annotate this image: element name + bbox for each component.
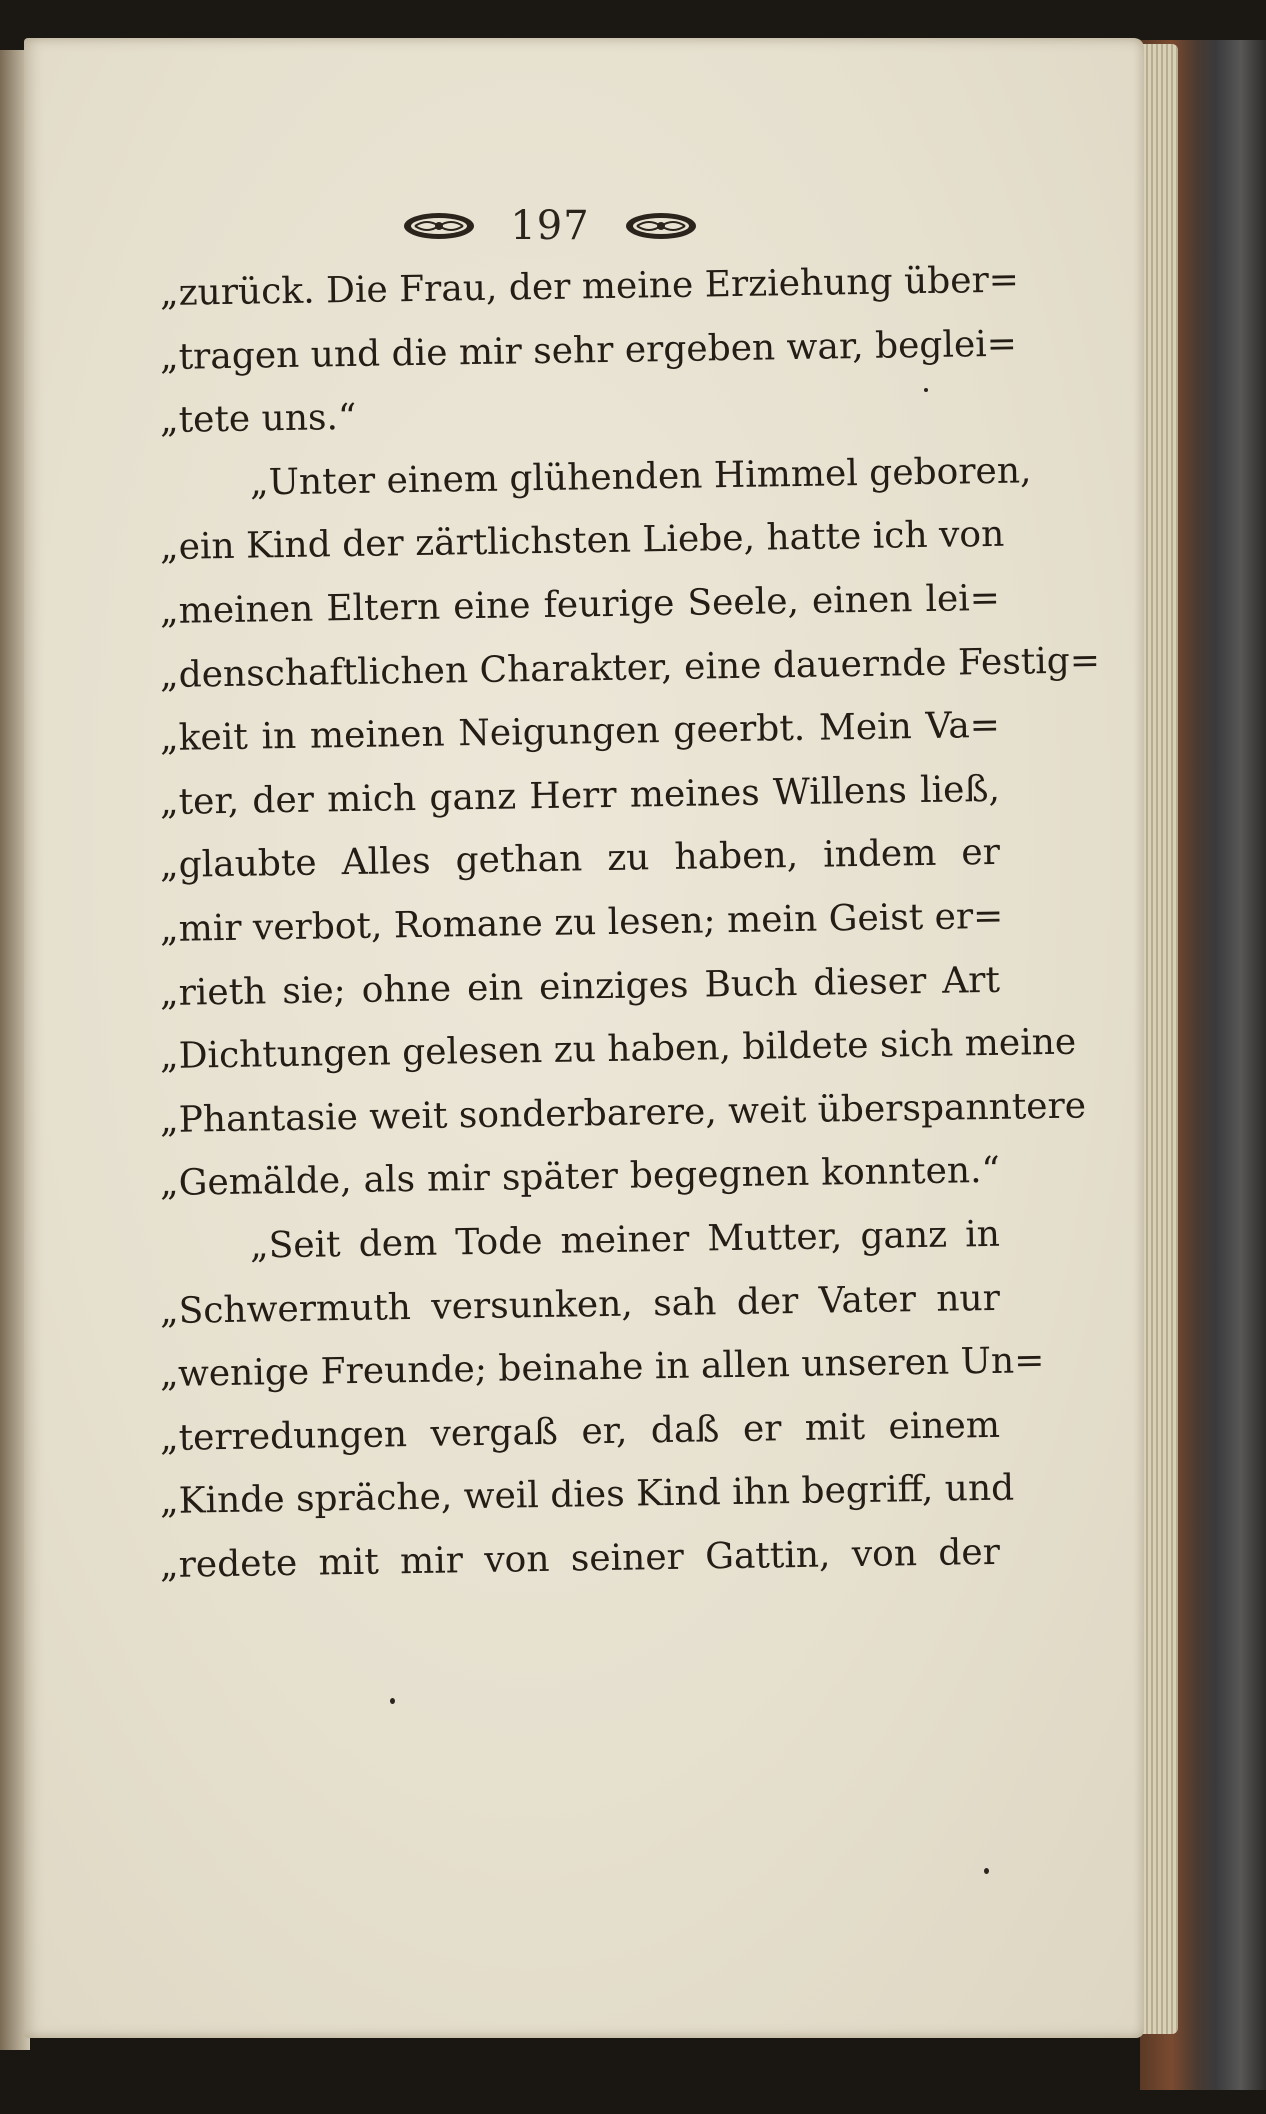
- text-line: „rieth sie; ohne ein einziges Buch dieser Art: [159, 959, 1001, 1014]
- text-line: „Unter einem glühenden Himmel geboren,: [249, 450, 1032, 504]
- text-line: „zurück. Die Frau, der meine Erziehung über=: [159, 259, 1020, 314]
- page-number: 197: [510, 203, 590, 249]
- text-line: „redete mit mir von seiner Gattin, von der: [159, 1531, 1001, 1586]
- body-text: [159, 259, 1101, 1597]
- text-line: „Kinde spräche, weil dies Kind ihn begriff, und: [159, 1467, 1015, 1523]
- text-line: „meinen Eltern eine feurige Seele, einen lei=: [159, 577, 1001, 632]
- background-shadow: [0, 2030, 1266, 2114]
- text-line: „ter, der mich ganz Herr meines Willens ließ,: [159, 768, 1001, 823]
- text-line: „Seit dem Tode meiner Mutter, ganz in: [249, 1213, 1001, 1267]
- floral-ornament-icon: [402, 208, 476, 244]
- floral-ornament-icon: [624, 208, 698, 244]
- text-line: „Dichtungen gelesen zu haben, bildete sich meine: [159, 1021, 1077, 1078]
- text-line: „mir verbot, Romane zu lesen; mein Geist er=: [159, 895, 1004, 950]
- text-line: „Gemälde, als mir später begegnen konnten.“: [159, 1150, 1001, 1205]
- text-line: „Phantasie weit sonderbarere, weit überspanntere: [159, 1085, 1087, 1141]
- text-line: „glaubte Alles gethan zu haben, indem er: [159, 832, 1001, 887]
- text-line: „wenige Freunde; beinahe in allen unseren Un=: [159, 1340, 1045, 1396]
- text-line: „ein Kind der zärtlichsten Liebe, hatte ich von: [159, 514, 1005, 569]
- text-line: „tragen und die mir sehr ergeben war, beglei=: [159, 323, 1018, 378]
- text-line: „keit in meinen Neigungen geerbt. Mein Va=: [159, 704, 1001, 760]
- text-line: „Schwermuth versunken, sah der Vater nur: [159, 1277, 1001, 1332]
- text-line: „denschaftlichen Charakter, eine dauernde Festig=: [159, 639, 1101, 696]
- page-edges: [1138, 44, 1178, 2034]
- text-line: „tete uns.“: [159, 397, 357, 442]
- ink-speck: [984, 1868, 989, 1874]
- page-header: [390, 196, 710, 256]
- text-line: „terredungen vergaß er, daß er mit einem: [159, 1404, 1001, 1459]
- ink-speck: [390, 1698, 395, 1704]
